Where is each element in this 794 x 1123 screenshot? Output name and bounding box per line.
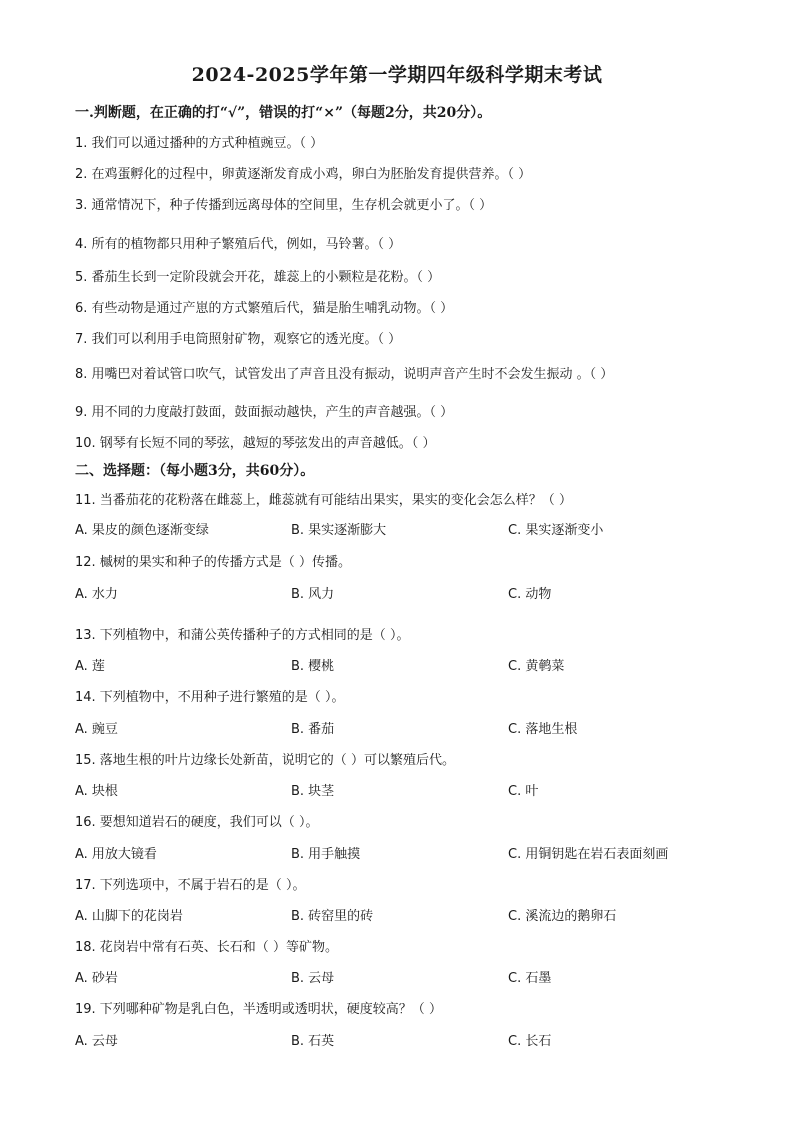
question-15: 15. 落地生根的叶片边缘长处新苗，说明它的（ ）可以繁殖后代。 [75, 753, 455, 768]
option-18-a: A. 砂岩 [75, 971, 118, 986]
question-13: 13. 下列植物中，和蒲公英传播种子的方式相同的是（ ）。 [75, 628, 410, 643]
question-7: 7. 我们可以利用手电筒照射矿物，观察它的透光度。（ ） [75, 332, 402, 347]
question-10: 10. 钢琴有长短不同的琴弦，越短的琴弦发出的声音越低。（ ） [75, 436, 436, 451]
option-11-b: B. 果实逐渐膨大 [291, 523, 387, 538]
option-13-c: C. 黄鹌菜 [508, 659, 565, 674]
option-19-a: A. 云母 [75, 1034, 118, 1049]
question-16: 16. 要想知道岩石的硬度，我们可以（ ）。 [75, 815, 319, 830]
option-13-a: A. 莲 [75, 659, 105, 674]
option-11-a: A. 果皮的颜色逐渐变绿 [75, 523, 209, 538]
option-16-a: A. 用放大镜看 [75, 847, 157, 862]
question-6: 6. 有些动物是通过产崽的方式繁殖后代，猫是胎生哺乳动物。（ ） [75, 301, 454, 316]
question-11: 11. 当番茄花的花粉落在雌蕊上，雌蕊就有可能结出果实，果实的变化会怎么样？（ ） [75, 493, 572, 508]
option-14-c: C. 落地生根 [508, 722, 578, 737]
option-18-b: B. 云母 [291, 971, 335, 986]
option-12-b: B. 风力 [291, 587, 335, 602]
page-title: 2024-2025学年第一学期四年级科学期末考试 [191, 64, 603, 86]
question-4: 4. 所有的植物都只用种子繁殖后代，例如，马铃薯。（ ） [75, 237, 402, 252]
question-12: 12. 槭树的果实和种子的传播方式是（ ）传播。 [75, 555, 351, 570]
question-19: 19. 下列哪种矿物是乳白色，半透明或透明状，硬度较高？（ ） [75, 1002, 442, 1017]
option-16-c: C. 用铜钥匙在岩石表面刻画 [508, 847, 669, 862]
option-14-a: A. 豌豆 [75, 722, 118, 737]
option-19-b: B. 石英 [291, 1034, 335, 1049]
option-19-c: C. 长石 [508, 1034, 552, 1049]
option-17-c: C. 溪流边的鹅卵石 [508, 909, 617, 924]
question-9: 9. 用不同的力度敲打鼓面，鼓面振动越快，产生的声音越强。（ ） [75, 405, 454, 420]
option-18-c: C. 石墨 [508, 971, 552, 986]
question-14: 14. 下列植物中，不用种子进行繁殖的是（ ）。 [75, 690, 345, 705]
question-17: 17. 下列选项中，不属于岩石的是（ ）。 [75, 878, 306, 893]
question-18: 18. 花岗岩中常有石英、长石和（ ）等矿物。 [75, 940, 338, 955]
option-15-c: C. 叶 [508, 784, 539, 799]
question-8: 8. 用嘴巴对着试管口吹气，试管发出了声音且没有振动，说明声音产生时不会发生振动 。（ ） [75, 367, 614, 382]
question-1: 1. 我们可以通过播种的方式种植豌豆。（ ） [75, 136, 324, 151]
option-11-c: C. 果实逐渐变小 [508, 523, 604, 538]
option-15-a: A. 块根 [75, 784, 118, 799]
option-12-a: A. 水力 [75, 587, 118, 602]
option-16-b: B. 用手触摸 [291, 847, 361, 862]
question-2: 2. 在鸡蛋孵化的过程中，卵黄逐渐发育成小鸡，卵白为胚胎发育提供营养。（ ） [75, 167, 532, 182]
option-15-b: B. 块茎 [291, 784, 335, 799]
option-14-b: B. 番茄 [291, 722, 335, 737]
option-12-c: C. 动物 [508, 587, 552, 602]
question-5: 5. 番茄生长到一定阶段就会开花，雄蕊上的小颗粒是花粉。（ ） [75, 270, 441, 285]
question-3: 3. 通常情况下，种子传播到远离母体的空间里，生存机会就更小了。（ ） [75, 198, 493, 213]
option-17-a: A. 山脚下的花岗岩 [75, 909, 183, 924]
option-17-b: B. 砖窑里的砖 [291, 909, 374, 924]
section-heading-choice: 二、选择题：（每小题3分，共60分）。 [75, 463, 315, 479]
section-heading-judgment: 一.判断题，在正确的打“√”，错误的打“×”（每题2分，共20分）。 [75, 105, 492, 121]
option-13-b: B. 樱桃 [291, 659, 335, 674]
